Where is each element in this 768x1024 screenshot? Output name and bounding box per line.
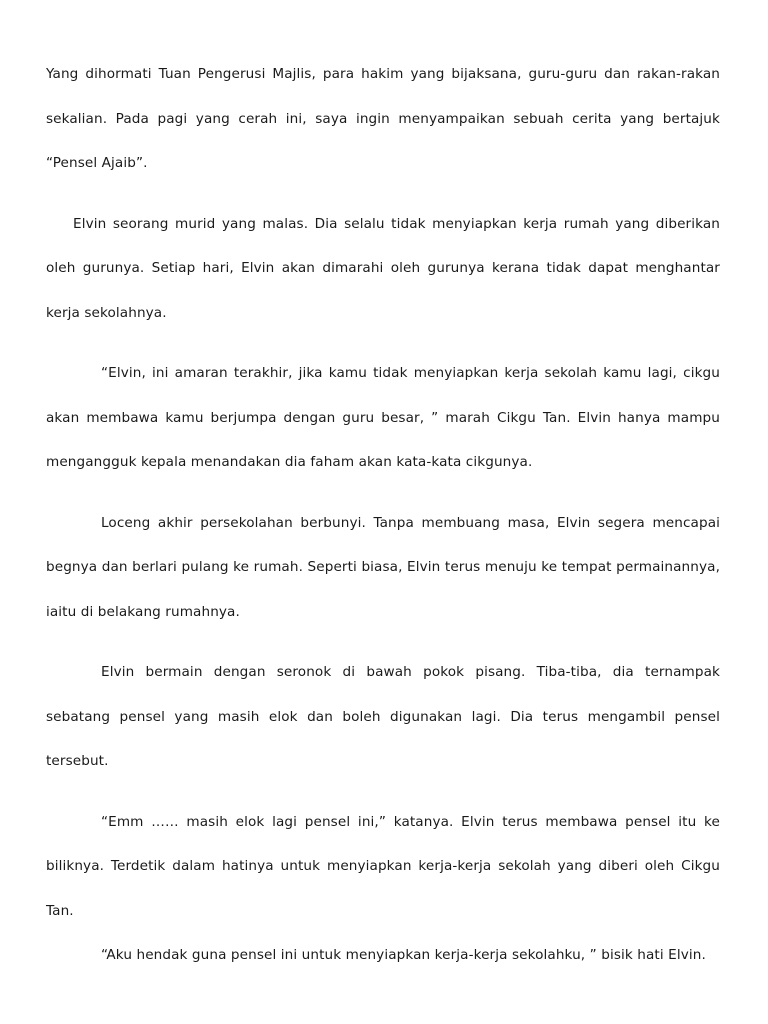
paragraph-found-pencil: Elvin bermain dengan seronok di bawah pokok pisang. Tiba-tiba, dia ternampak sebatang pensel yang masih elok dan boleh digunakan lagi. Dia terus mengambil pensel tersebut. (46, 664, 720, 769)
paragraph-warning: “Elvin, ini amaran terakhir, jika kamu tidak menyiapkan kerja sekolah kamu lagi, cikgu akan membawa kamu berjumpa dengan guru besar, ” marah Cikgu Tan. Elvin hanya mampu mengangguk kepala menandakan dia faham akan kata-kata cikgunya. (46, 365, 720, 470)
paragraph-emm: “Emm …… masih elok lagi pensel ini,” katanya. Elvin terus membawa pensel itu ke biliknya. Terdetik dalam hatinya untuk menyiapkan kerja-kerja sekolah yang diberi oleh Cikgu Tan. (46, 813, 720, 919)
paragraph-greeting: Yang dihormati Tuan Pengerusi Majlis, para hakim yang bijaksana, guru-guru dan rakan-rakan sekalian. Pada pagi yang cerah ini, saya ingin menyampaikan sebuah cerita yang bertajuk “Pensel Ajaib”. (46, 66, 720, 171)
document-page (46, 52, 720, 978)
paragraph-elvin-intro: Elvin seorang murid yang malas. Dia selalu tidak menyiapkan kerja rumah yang diberikan oleh gurunya. Setiap hari, Elvin akan dimarahi oleh gurunya kerana tidak dapat menghantar kerja sekolahnya. (46, 215, 720, 321)
paragraph-whisper: “Aku hendak guna pensel ini untuk menyiapkan kerja-kerja sekolahku, ” bisik hati Elvin. (101, 947, 706, 963)
paragraph-school-bell: Loceng akhir persekolahan berbunyi. Tanpa membuang masa, Elvin segera mencapai begnya dan berlari pulang ke rumah. Seperti biasa, Elvin terus menuju ke tempat permainannya, iaitu di belakang rumahnya. (46, 514, 720, 620)
